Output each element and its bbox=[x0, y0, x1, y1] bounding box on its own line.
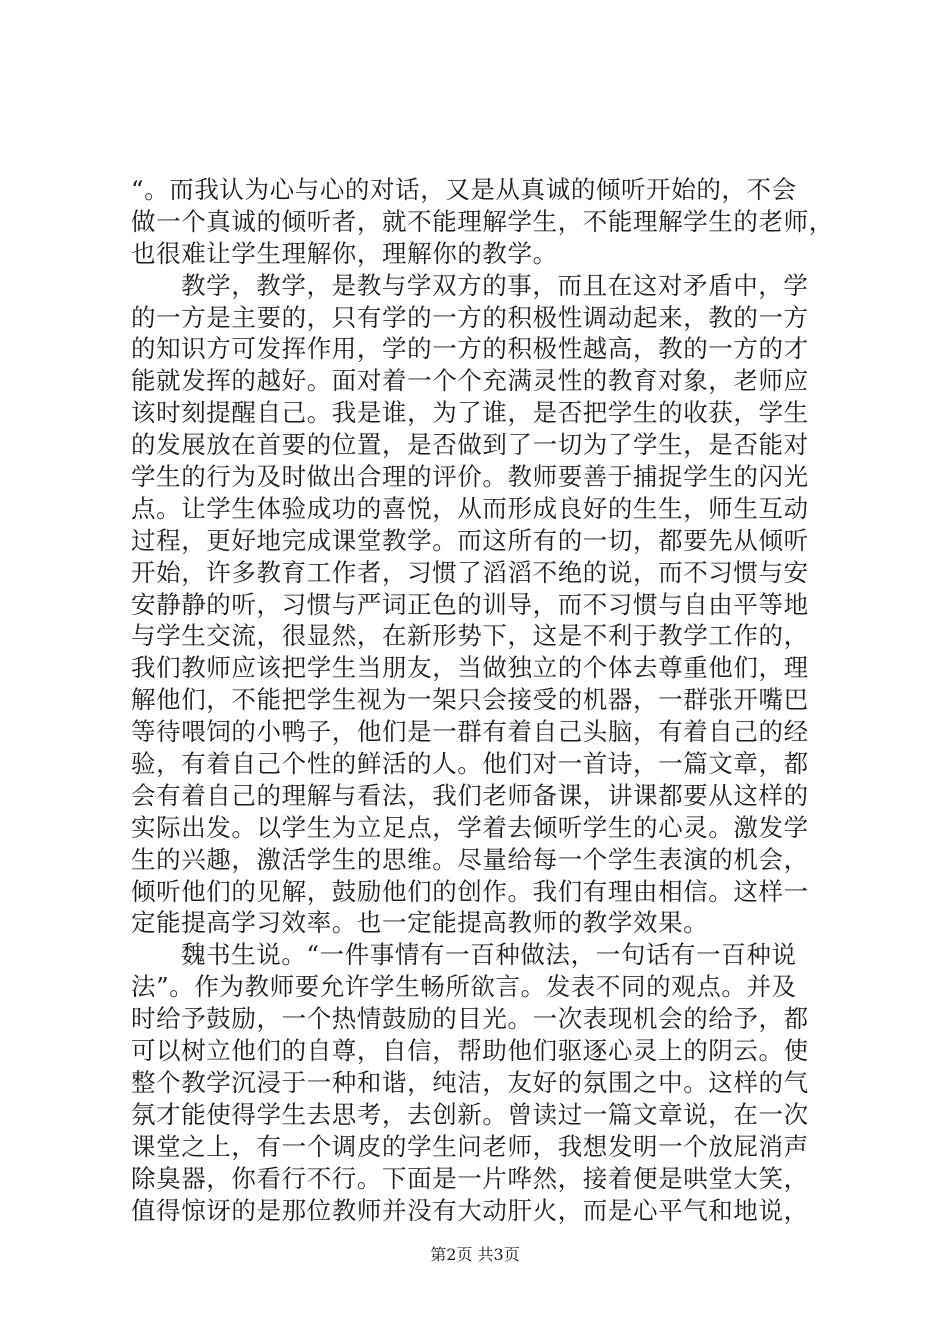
text-line: 可以树立他们的自尊，自信，帮助他们驱逐心灵上的阴云。使 bbox=[131, 1036, 809, 1066]
text-line: 定能提高学习效率。也一定能提高教师的教学效果。 bbox=[131, 908, 709, 938]
paragraph bbox=[131, 939, 831, 1226]
text-line: 法”。作为教师要允许学生畅所欲言。发表不同的观点。并及 bbox=[131, 972, 797, 1002]
text-line: 会有着自己的理解与看法，我们老师备课，讲课都要从这样的 bbox=[131, 780, 809, 810]
text-line: 与学生交流，很显然，在新形势下，这是不利于教学工作的， bbox=[131, 621, 809, 651]
text-line: 实际出发。以学生为立足点，学着去倾听学生的心灵。激发学 bbox=[131, 812, 809, 842]
text-line: 过程，更好地完成课堂教学。而这所有的一切，都要先从倾听 bbox=[131, 525, 809, 555]
text-line: 整个教学沉浸于一种和谐，纯洁，友好的氛围之中。这样的气 bbox=[131, 1067, 809, 1097]
text-line: 解他们，不能把学生视为一架只会接受的机器，一群张开嘴巴 bbox=[131, 685, 809, 715]
document-body bbox=[131, 174, 834, 1226]
text-line: 该时刻提醒自己。我是谁，为了谁，是否把学生的收获，学生 bbox=[131, 398, 809, 428]
text-line: 也很难让学生理解你，理解你的教学。 bbox=[131, 238, 558, 268]
text-line: 生的兴趣，激活学生的思维。尽量给每一个学生表演的机会， bbox=[131, 844, 809, 874]
text-line: 教学，教学，是教与学双方的事，而且在这对矛盾中，学 bbox=[181, 270, 809, 300]
text-line: 等待喂饲的小鸭子，他们是一群有着自己头脑，有着自己的经 bbox=[131, 717, 809, 747]
paragraph bbox=[131, 270, 831, 940]
text-line: 点。让学生体验成功的喜悦，从而形成良好的生生，师生互动 bbox=[131, 493, 809, 523]
text-line: 能就发挥的越好。面对着一个个充满灵性的教育对象，老师应 bbox=[131, 366, 809, 396]
text-line: “。而我认为心与心的对话，又是从真诚的倾听开始的，不会 bbox=[131, 175, 797, 204]
text-line: 的一方是主要的，只有学的一方的积极性调动起来，教的一方 bbox=[131, 302, 809, 332]
text-line: 除臭器，你看行不行。下面是一片哗然，接着便是哄堂大笑， bbox=[131, 1163, 809, 1193]
text-line: 时给予鼓励，一个热情鼓励的目光。一次表现机会的给予，都 bbox=[131, 1004, 809, 1034]
text-line: 学生的行为及时做出合理的评价。教师要善于捕捉学生的闪光 bbox=[131, 462, 809, 492]
text-line: 魏书生说。“一件事情有一百种做法，一句话有一百种说 bbox=[181, 940, 797, 970]
page-footer: 第2页 共3页 bbox=[430, 1245, 520, 1264]
paragraph bbox=[131, 174, 834, 270]
text-line: 开始，许多教育工作者，习惯了滔滔不绝的说，而不习惯与安 bbox=[131, 557, 809, 587]
text-line: 我们教师应该把学生当朋友，当做独立的个体去尊重他们，理 bbox=[131, 653, 809, 683]
text-line: 值得惊讶的是那位教师并没有大动肝火，而是心平气和地说， bbox=[131, 1195, 809, 1225]
text-line: 验，有着自己个性的鲜活的人。他们对一首诗，一篇文章，都 bbox=[131, 749, 809, 779]
text-line: 课堂之上，有一个调皮的学生问老师，我想发明一个放屁消声 bbox=[131, 1131, 809, 1161]
text-line: 的发展放在首要的位置，是否做到了一切为了学生，是否能对 bbox=[131, 430, 809, 460]
text-line: 氛才能使得学生去思考，去创新。曾读过一篇文章说，在一次 bbox=[131, 1099, 809, 1129]
text-line: 做一个真诚的倾听者，就不能理解学生，不能理解学生的老师， bbox=[131, 206, 834, 236]
text-line: 安静静的听，习惯与严词正色的训导，而不习惯与自由平等地 bbox=[131, 589, 809, 619]
text-line: 的知识方可发挥作用，学的一方的积极性越高，教的一方的才 bbox=[131, 334, 809, 364]
text-line: 倾听他们的见解，鼓励他们的创作。我们有理由相信。这样一 bbox=[131, 876, 809, 906]
